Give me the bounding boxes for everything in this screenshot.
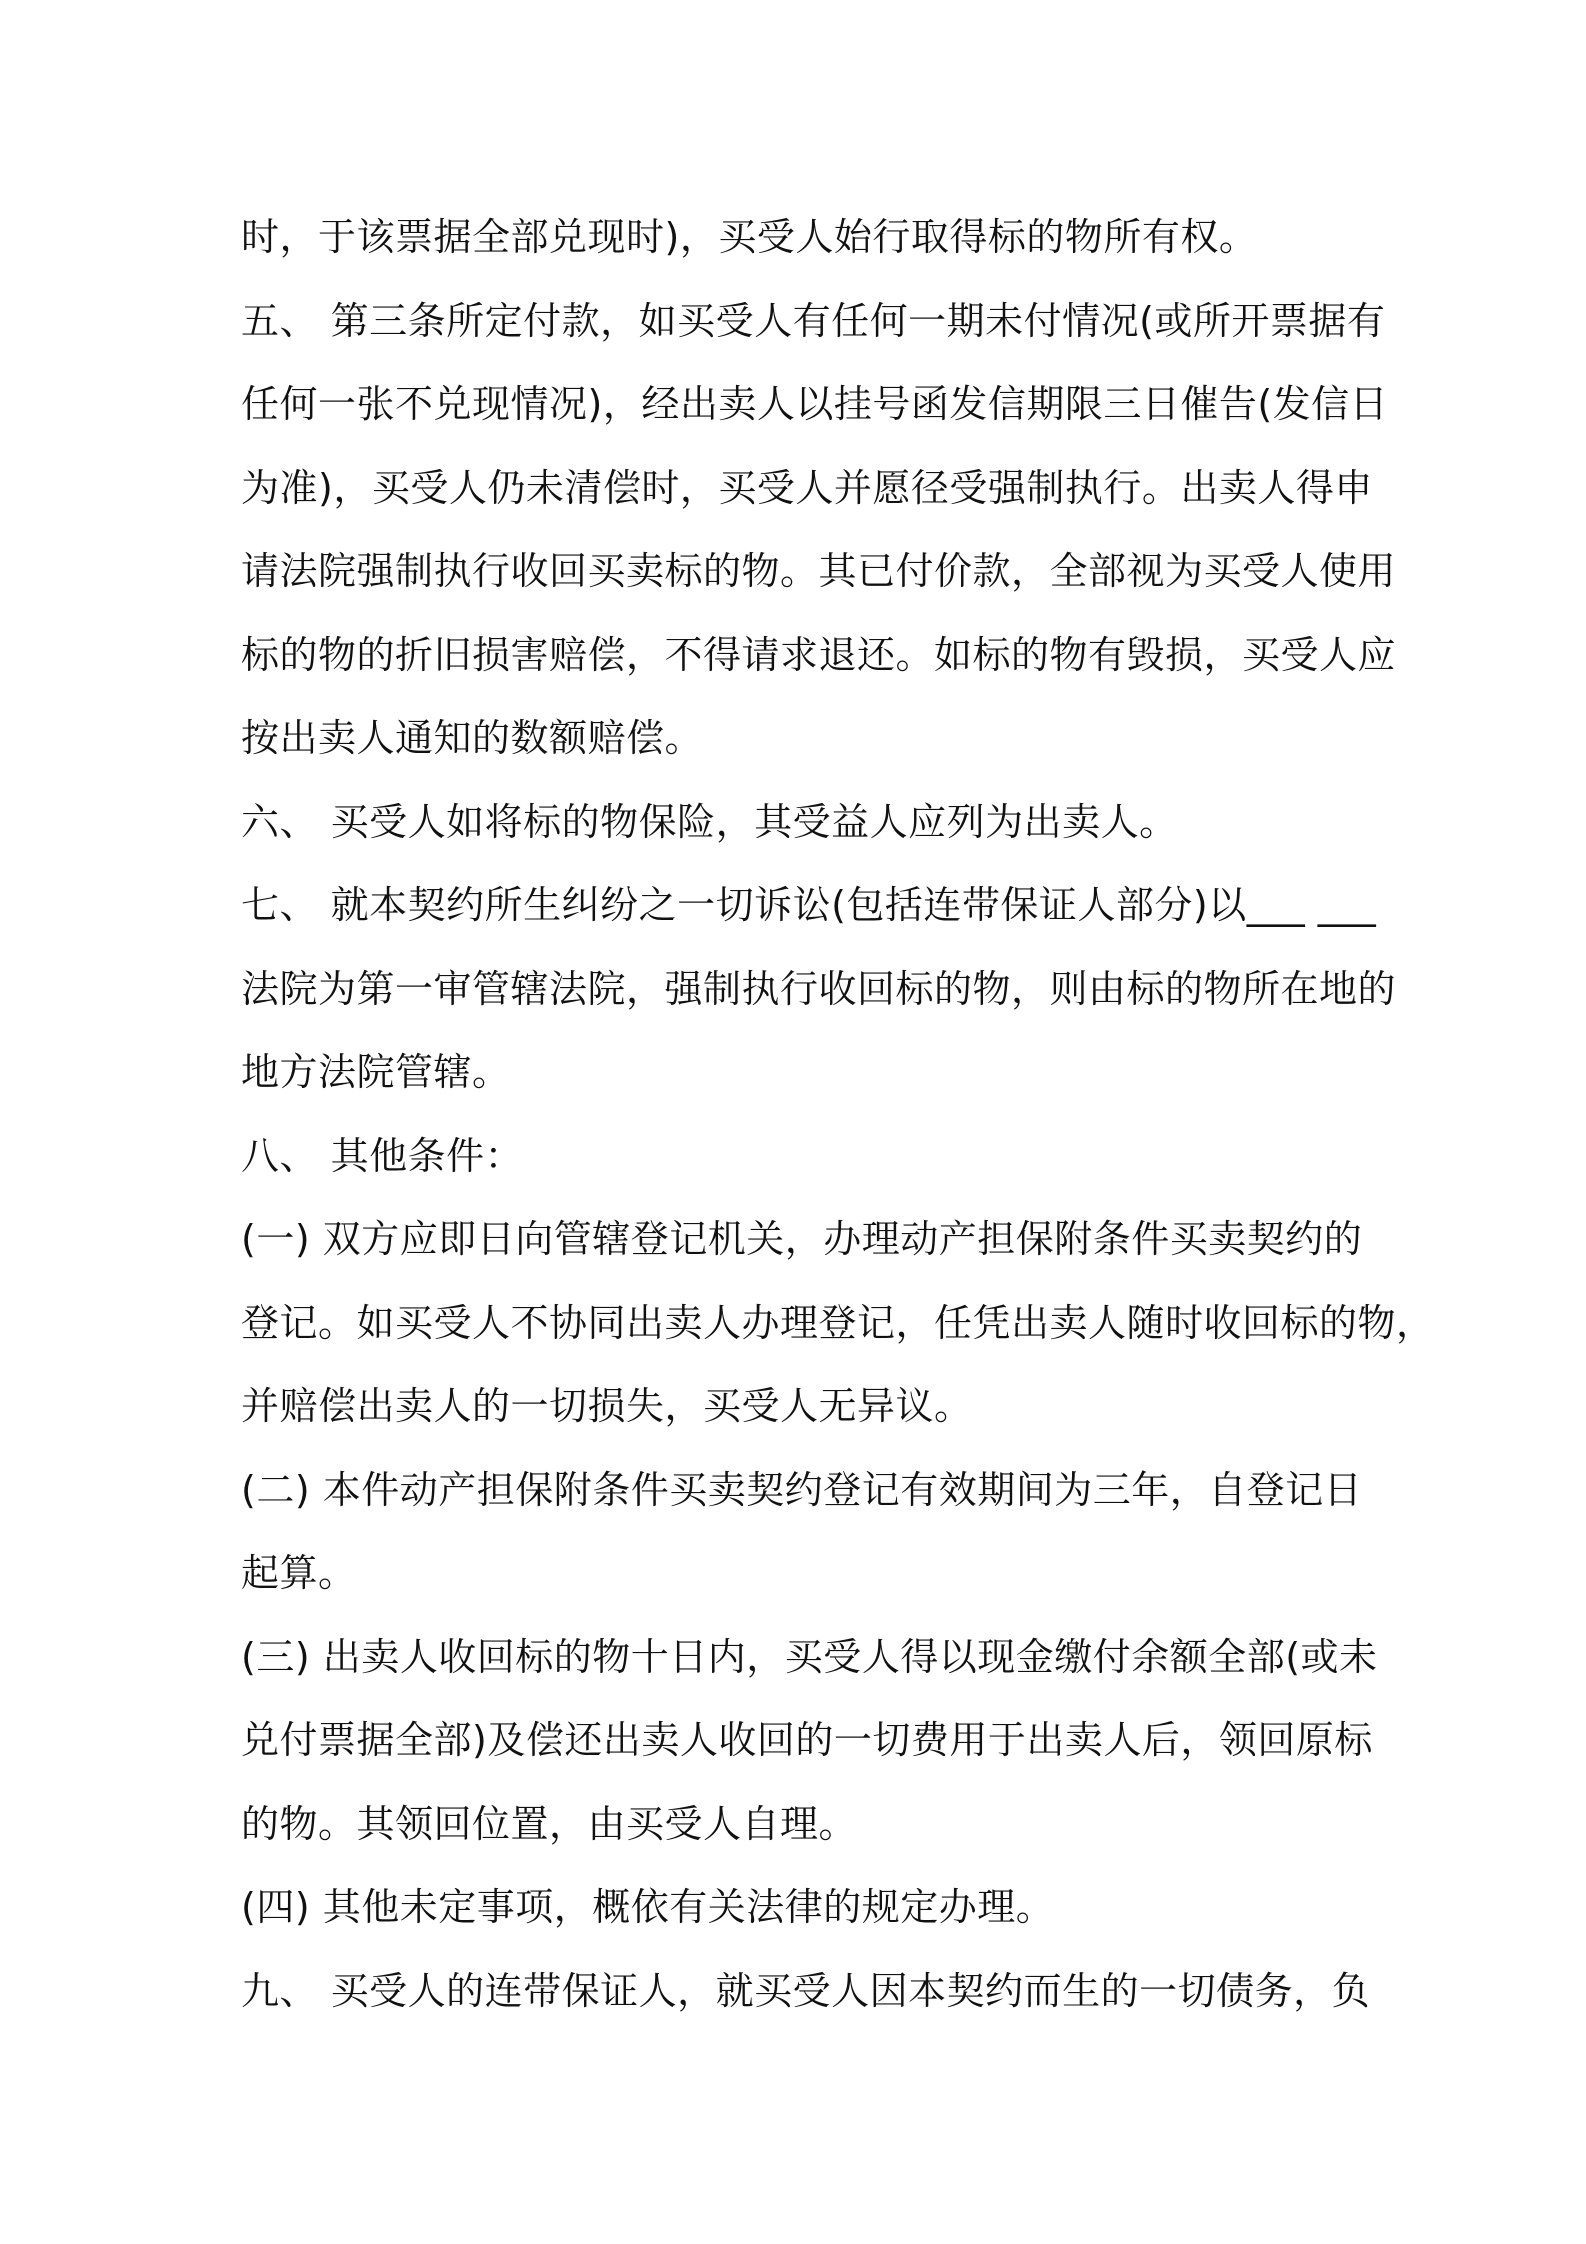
text-line: 七、 就本契约所生纠纷之一切诉讼(包括连带保证人部分)以___ ___ xyxy=(241,883,1377,927)
text-line: 请法院强制执行收回买卖标的物。其已付价款，全部视为买受人使用 xyxy=(241,549,1397,593)
text-line: 的物。其领回位置，由买受人自理。 xyxy=(241,1801,858,1846)
text-line: 登记。如买受人不协同出卖人办理登记，任凭出卖人随时收回标的物， xyxy=(241,1300,1435,1345)
text-line: (一) 双方应即日向管辖登记机关，办理动产担保附条件买卖契约的 xyxy=(241,1217,1363,1261)
text-line: 九、 买受人的连带保证人，就买受人因本契约而生的一切债务，负 xyxy=(241,1968,1371,2013)
text-line: (四) 其他未定事项，概依有关法律的规定办理。 xyxy=(241,1885,1055,1929)
text-line: 兑付票据全部)及偿还出卖人收回的一切费用于出卖人后，领回原标 xyxy=(241,1718,1373,1762)
text-line: 任何一张不兑现情况)，经出卖人以挂号函发信期限三日催告(发信日 xyxy=(241,382,1389,426)
text-line: 五、 第三条所定付款，如买受人有任何一期未付情况(或所开票据有 xyxy=(241,298,1386,343)
contract-text-body xyxy=(241,196,1435,2033)
text-line: 六、 买受人如将标的物保险，其受益人应列为出卖人。 xyxy=(241,799,1178,844)
text-line: 按出卖人通知的数额赔偿。 xyxy=(241,716,704,760)
text-line: 八、 其他条件： xyxy=(241,1133,524,1178)
text-line: 为准)，买受人仍未清偿时，买受人并愿径受强制执行。出卖人得申 xyxy=(241,465,1373,510)
text-line: 标的物的折旧损害赔偿，不得请求退还。如标的物有毁损，买受人应 xyxy=(241,632,1397,677)
text-line: (三) 出卖人收回标的物十日内，买受人得以现金缴付余额全部(或未 xyxy=(241,1634,1378,1679)
text-line: 起算。 xyxy=(241,1551,357,1595)
text-line: 并赔偿出卖人的一切损失，买受人无异议。 xyxy=(241,1384,973,1428)
text-line: 地方法院管辖。 xyxy=(241,1050,511,1094)
text-line: (二) 本件动产担保附条件买卖契约登记有效期间为三年，自登记日 xyxy=(241,1467,1363,1512)
text-line: 法院为第一审管辖法院，强制执行收回标的物，则由标的物所在地的 xyxy=(241,966,1397,1011)
text-line: 时，于该票据全部兑现时)，买受人始行取得标的物所有权。 xyxy=(241,215,1258,259)
